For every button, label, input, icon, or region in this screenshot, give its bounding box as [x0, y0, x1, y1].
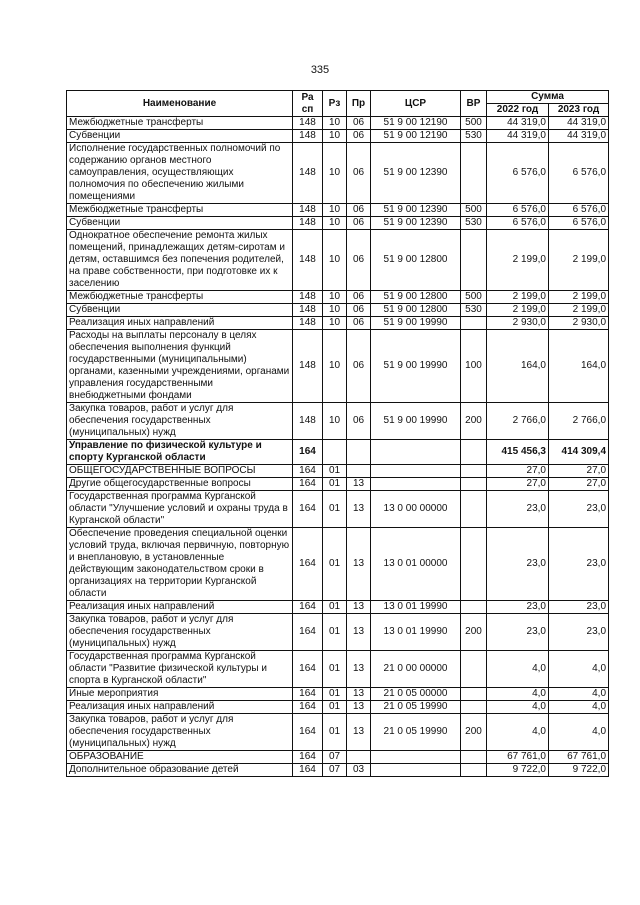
- table-row: [67, 751, 609, 764]
- cell-vr: 200: [461, 403, 487, 440]
- cell-rz: 10: [323, 291, 347, 304]
- cell-sum-2022: 2 199,0: [487, 304, 549, 317]
- col-header-rz: Рз: [323, 91, 347, 117]
- cell-csr: 51 9 00 12390: [371, 143, 461, 204]
- header-row: [67, 91, 609, 104]
- cell-csr: 51 9 00 12390: [371, 217, 461, 230]
- cell-rasp: 164: [293, 701, 323, 714]
- cell-name: Закупка товаров, работ и услуг для обеспечения государственных (муниципальных) нужд: [67, 403, 293, 440]
- cell-pr: 13: [347, 651, 371, 688]
- cell-name: Исполнение государственных полномочий по содержанию органов местного самоуправления, осуществляющих полномочия по обеспечению жилыми помещениями: [67, 143, 293, 204]
- table-row: [67, 130, 609, 143]
- table-row: [67, 317, 609, 330]
- cell-csr: 13 0 01 00000: [371, 528, 461, 601]
- cell-sum-2023: 27,0: [549, 478, 609, 491]
- col-header-rasp: Ра сп: [293, 91, 323, 117]
- table-row: [67, 491, 609, 528]
- cell-sum-2023: 9 722,0: [549, 764, 609, 777]
- cell-rz: 01: [323, 601, 347, 614]
- cell-rz: 01: [323, 478, 347, 491]
- cell-vr: [461, 143, 487, 204]
- cell-pr: 06: [347, 403, 371, 440]
- cell-csr: 13 0 00 00000: [371, 491, 461, 528]
- cell-name: Обеспечение проведения специальной оценки условий труда, включая первичную, повторную и внеплановую, в установленные действующим законодательством сроки в организациях на территории Курганской области: [67, 528, 293, 601]
- table-row: [67, 230, 609, 291]
- cell-sum-2022: 2 930,0: [487, 317, 549, 330]
- cell-vr: 100: [461, 330, 487, 403]
- cell-rasp: 148: [293, 143, 323, 204]
- table-row: [67, 688, 609, 701]
- cell-csr: [371, 440, 461, 465]
- cell-name: ОБЩЕГОСУДАРСТВЕННЫЕ ВОПРОСЫ: [67, 465, 293, 478]
- table-row: [67, 614, 609, 651]
- cell-csr: 21 0 00 00000: [371, 651, 461, 688]
- cell-sum-2023: 414 309,4: [549, 440, 609, 465]
- cell-sum-2023: 2 930,0: [549, 317, 609, 330]
- cell-rz: 10: [323, 304, 347, 317]
- cell-sum-2022: 27,0: [487, 478, 549, 491]
- cell-rz: 10: [323, 403, 347, 440]
- cell-vr: [461, 230, 487, 291]
- table-row: [67, 204, 609, 217]
- cell-pr: 03: [347, 764, 371, 777]
- cell-rasp: 148: [293, 317, 323, 330]
- cell-rasp: 164: [293, 751, 323, 764]
- cell-rasp: 148: [293, 330, 323, 403]
- cell-vr: 500: [461, 117, 487, 130]
- cell-sum-2022: 2 199,0: [487, 230, 549, 291]
- cell-sum-2023: 23,0: [549, 491, 609, 528]
- table-row: [67, 601, 609, 614]
- table-row: [67, 143, 609, 204]
- cell-sum-2022: 6 576,0: [487, 217, 549, 230]
- cell-csr: [371, 751, 461, 764]
- cell-rasp: 164: [293, 764, 323, 777]
- cell-rz: 01: [323, 651, 347, 688]
- cell-csr: 51 9 00 12800: [371, 291, 461, 304]
- cell-csr: 13 0 01 19990: [371, 614, 461, 651]
- cell-pr: 13: [347, 614, 371, 651]
- cell-pr: 06: [347, 217, 371, 230]
- cell-pr: 13: [347, 601, 371, 614]
- cell-rz: 10: [323, 117, 347, 130]
- cell-rasp: 148: [293, 304, 323, 317]
- cell-vr: [461, 701, 487, 714]
- cell-sum-2022: 4,0: [487, 714, 549, 751]
- cell-vr: [461, 751, 487, 764]
- cell-sum-2023: 23,0: [549, 528, 609, 601]
- cell-name: Реализация иных направлений: [67, 701, 293, 714]
- cell-name: Государственная программа Курганской области "Улучшение условий и охраны труда в Курганской области": [67, 491, 293, 528]
- cell-csr: 51 9 00 19990: [371, 317, 461, 330]
- table-row: [67, 651, 609, 688]
- cell-sum-2023: 4,0: [549, 701, 609, 714]
- cell-sum-2022: 9 722,0: [487, 764, 549, 777]
- cell-rasp: 148: [293, 130, 323, 143]
- cell-vr: 530: [461, 130, 487, 143]
- cell-pr: 06: [347, 117, 371, 130]
- cell-sum-2022: 2 199,0: [487, 291, 549, 304]
- cell-name: Межбюджетные трансферты: [67, 291, 293, 304]
- cell-csr: 13 0 01 19990: [371, 601, 461, 614]
- cell-sum-2022: 23,0: [487, 528, 549, 601]
- cell-sum-2023: 44 319,0: [549, 117, 609, 130]
- cell-rz: [323, 440, 347, 465]
- cell-rz: 10: [323, 217, 347, 230]
- cell-vr: [461, 651, 487, 688]
- table-row: [67, 217, 609, 230]
- cell-vr: [461, 317, 487, 330]
- table-row: [67, 465, 609, 478]
- cell-sum-2023: 4,0: [549, 714, 609, 751]
- cell-rasp: 164: [293, 651, 323, 688]
- cell-rasp: 164: [293, 714, 323, 751]
- cell-sum-2022: 23,0: [487, 614, 549, 651]
- cell-pr: 13: [347, 478, 371, 491]
- cell-vr: [461, 688, 487, 701]
- cell-sum-2023: 23,0: [549, 601, 609, 614]
- cell-name: Однократное обеспечение ремонта жилых помещений, принадлежащих детям-сиротам и детям, оставшимся без попечения родителей, на праве собственности, при подготовке их к заселению: [67, 230, 293, 291]
- cell-name: Закупка товаров, работ и услуг для обеспечения государственных (муниципальных) нужд: [67, 614, 293, 651]
- cell-rz: 10: [323, 204, 347, 217]
- cell-name: Реализация иных направлений: [67, 601, 293, 614]
- table-row: [67, 117, 609, 130]
- cell-sum-2023: 6 576,0: [549, 217, 609, 230]
- cell-vr: [461, 528, 487, 601]
- cell-pr: 13: [347, 491, 371, 528]
- table-row: [67, 701, 609, 714]
- cell-rasp: 148: [293, 403, 323, 440]
- cell-rz: 07: [323, 764, 347, 777]
- cell-vr: [461, 601, 487, 614]
- cell-rz: 01: [323, 688, 347, 701]
- cell-name: ОБРАЗОВАНИЕ: [67, 751, 293, 764]
- cell-vr: [461, 478, 487, 491]
- table-row: [67, 304, 609, 317]
- cell-sum-2022: 4,0: [487, 688, 549, 701]
- table-row: [67, 478, 609, 491]
- col-header-pr: Пр: [347, 91, 371, 117]
- cell-pr: [347, 440, 371, 465]
- cell-rasp: 148: [293, 204, 323, 217]
- cell-pr: 13: [347, 688, 371, 701]
- cell-csr: [371, 465, 461, 478]
- cell-sum-2022: 164,0: [487, 330, 549, 403]
- cell-vr: 500: [461, 291, 487, 304]
- cell-sum-2023: 2 199,0: [549, 291, 609, 304]
- cell-sum-2023: 4,0: [549, 688, 609, 701]
- cell-rz: 10: [323, 330, 347, 403]
- cell-sum-2022: 44 319,0: [487, 117, 549, 130]
- cell-csr: 51 9 00 12800: [371, 230, 461, 291]
- cell-rz: 07: [323, 751, 347, 764]
- col-header-year-2023: 2023 год: [549, 104, 609, 117]
- cell-rasp: 164: [293, 465, 323, 478]
- table-row: [67, 440, 609, 465]
- cell-rz: 10: [323, 317, 347, 330]
- cell-rasp: 164: [293, 688, 323, 701]
- cell-csr: 21 0 05 00000: [371, 688, 461, 701]
- cell-pr: 13: [347, 528, 371, 601]
- cell-rz: 10: [323, 130, 347, 143]
- cell-rz: 01: [323, 701, 347, 714]
- cell-sum-2022: 6 576,0: [487, 204, 549, 217]
- cell-vr: [461, 491, 487, 528]
- cell-csr: 51 9 00 19990: [371, 330, 461, 403]
- table-row: [67, 714, 609, 751]
- cell-pr: 06: [347, 317, 371, 330]
- cell-csr: 51 9 00 19990: [371, 403, 461, 440]
- budget-table: [66, 90, 609, 777]
- cell-name: Дополнительное образование детей: [67, 764, 293, 777]
- cell-rasp: 164: [293, 491, 323, 528]
- cell-rasp: 164: [293, 440, 323, 465]
- cell-name: Управление по физической культуре и спорту Курганской области: [67, 440, 293, 465]
- cell-sum-2023: 27,0: [549, 465, 609, 478]
- cell-vr: 530: [461, 304, 487, 317]
- cell-sum-2022: 67 761,0: [487, 751, 549, 764]
- cell-pr: 06: [347, 230, 371, 291]
- cell-csr: [371, 478, 461, 491]
- cell-csr: 21 0 05 19990: [371, 714, 461, 751]
- cell-name: Субвенции: [67, 304, 293, 317]
- table-row: [67, 528, 609, 601]
- cell-rasp: 164: [293, 614, 323, 651]
- cell-rz: 10: [323, 143, 347, 204]
- table-row: [67, 291, 609, 304]
- cell-sum-2022: 4,0: [487, 651, 549, 688]
- cell-sum-2023: 67 761,0: [549, 751, 609, 764]
- cell-sum-2023: 44 319,0: [549, 130, 609, 143]
- cell-name: Межбюджетные трансферты: [67, 204, 293, 217]
- cell-name: Реализация иных направлений: [67, 317, 293, 330]
- cell-csr: 51 9 00 12190: [371, 130, 461, 143]
- cell-rasp: 164: [293, 528, 323, 601]
- cell-sum-2022: 27,0: [487, 465, 549, 478]
- cell-pr: 06: [347, 330, 371, 403]
- col-header-name: Наименование: [67, 91, 293, 117]
- cell-name: Государственная программа Курганской области "Развитие физической культуры и спорта в Курганской области": [67, 651, 293, 688]
- cell-csr: 51 9 00 12190: [371, 117, 461, 130]
- cell-sum-2023: 6 576,0: [549, 204, 609, 217]
- cell-sum-2023: 23,0: [549, 614, 609, 651]
- cell-sum-2023: 164,0: [549, 330, 609, 403]
- table-row: [67, 403, 609, 440]
- cell-sum-2022: 23,0: [487, 491, 549, 528]
- cell-vr: 200: [461, 714, 487, 751]
- cell-rasp: 148: [293, 117, 323, 130]
- table-row: [67, 764, 609, 777]
- cell-vr: [461, 465, 487, 478]
- cell-sum-2022: 44 319,0: [487, 130, 549, 143]
- cell-rz: 01: [323, 614, 347, 651]
- cell-sum-2023: 2 199,0: [549, 230, 609, 291]
- cell-rz: 01: [323, 465, 347, 478]
- cell-name: Иные мероприятия: [67, 688, 293, 701]
- cell-sum-2022: 23,0: [487, 601, 549, 614]
- cell-name: Субвенции: [67, 217, 293, 230]
- cell-pr: [347, 465, 371, 478]
- cell-sum-2022: 415 456,3: [487, 440, 549, 465]
- cell-name: Закупка товаров, работ и услуг для обеспечения государственных (муниципальных) нужд: [67, 714, 293, 751]
- cell-csr: 51 9 00 12800: [371, 304, 461, 317]
- cell-rz: 01: [323, 528, 347, 601]
- col-header-year-2022: 2022 год: [487, 104, 549, 117]
- cell-rasp: 164: [293, 478, 323, 491]
- cell-rasp: 148: [293, 230, 323, 291]
- cell-csr: [371, 764, 461, 777]
- cell-pr: [347, 751, 371, 764]
- cell-csr: 21 0 05 19990: [371, 701, 461, 714]
- cell-pr: 06: [347, 130, 371, 143]
- cell-rasp: 148: [293, 291, 323, 304]
- cell-sum-2023: 4,0: [549, 651, 609, 688]
- cell-vr: 530: [461, 217, 487, 230]
- cell-vr: 200: [461, 614, 487, 651]
- cell-rz: 10: [323, 230, 347, 291]
- cell-rasp: 148: [293, 217, 323, 230]
- col-header-csr: ЦСР: [371, 91, 461, 117]
- cell-csr: 51 9 00 12390: [371, 204, 461, 217]
- cell-sum-2022: 4,0: [487, 701, 549, 714]
- cell-sum-2022: 6 576,0: [487, 143, 549, 204]
- cell-sum-2022: 2 766,0: [487, 403, 549, 440]
- cell-vr: [461, 440, 487, 465]
- cell-sum-2023: 2 199,0: [549, 304, 609, 317]
- cell-pr: 06: [347, 304, 371, 317]
- cell-pr: 06: [347, 291, 371, 304]
- cell-rasp: 164: [293, 601, 323, 614]
- cell-name: Субвенции: [67, 130, 293, 143]
- cell-rz: 01: [323, 491, 347, 528]
- cell-pr: 13: [347, 714, 371, 751]
- col-header-sum: Сумма: [487, 91, 609, 104]
- cell-pr: 13: [347, 701, 371, 714]
- cell-sum-2023: 6 576,0: [549, 143, 609, 204]
- cell-name: Межбюджетные трансферты: [67, 117, 293, 130]
- cell-rz: 01: [323, 714, 347, 751]
- col-header-vr: ВР: [461, 91, 487, 117]
- cell-pr: 06: [347, 143, 371, 204]
- page-number: 335: [310, 64, 330, 76]
- table-row: [67, 330, 609, 403]
- cell-pr: 06: [347, 204, 371, 217]
- cell-vr: [461, 764, 487, 777]
- cell-vr: 500: [461, 204, 487, 217]
- cell-name: Расходы на выплаты персоналу в целях обеспечения выполнения функций государственными (муниципальными) органами, казенными учреждениями, органами управления государственными внебюджетными фондами: [67, 330, 293, 403]
- cell-sum-2023: 2 766,0: [549, 403, 609, 440]
- cell-name: Другие общегосударственные вопросы: [67, 478, 293, 491]
